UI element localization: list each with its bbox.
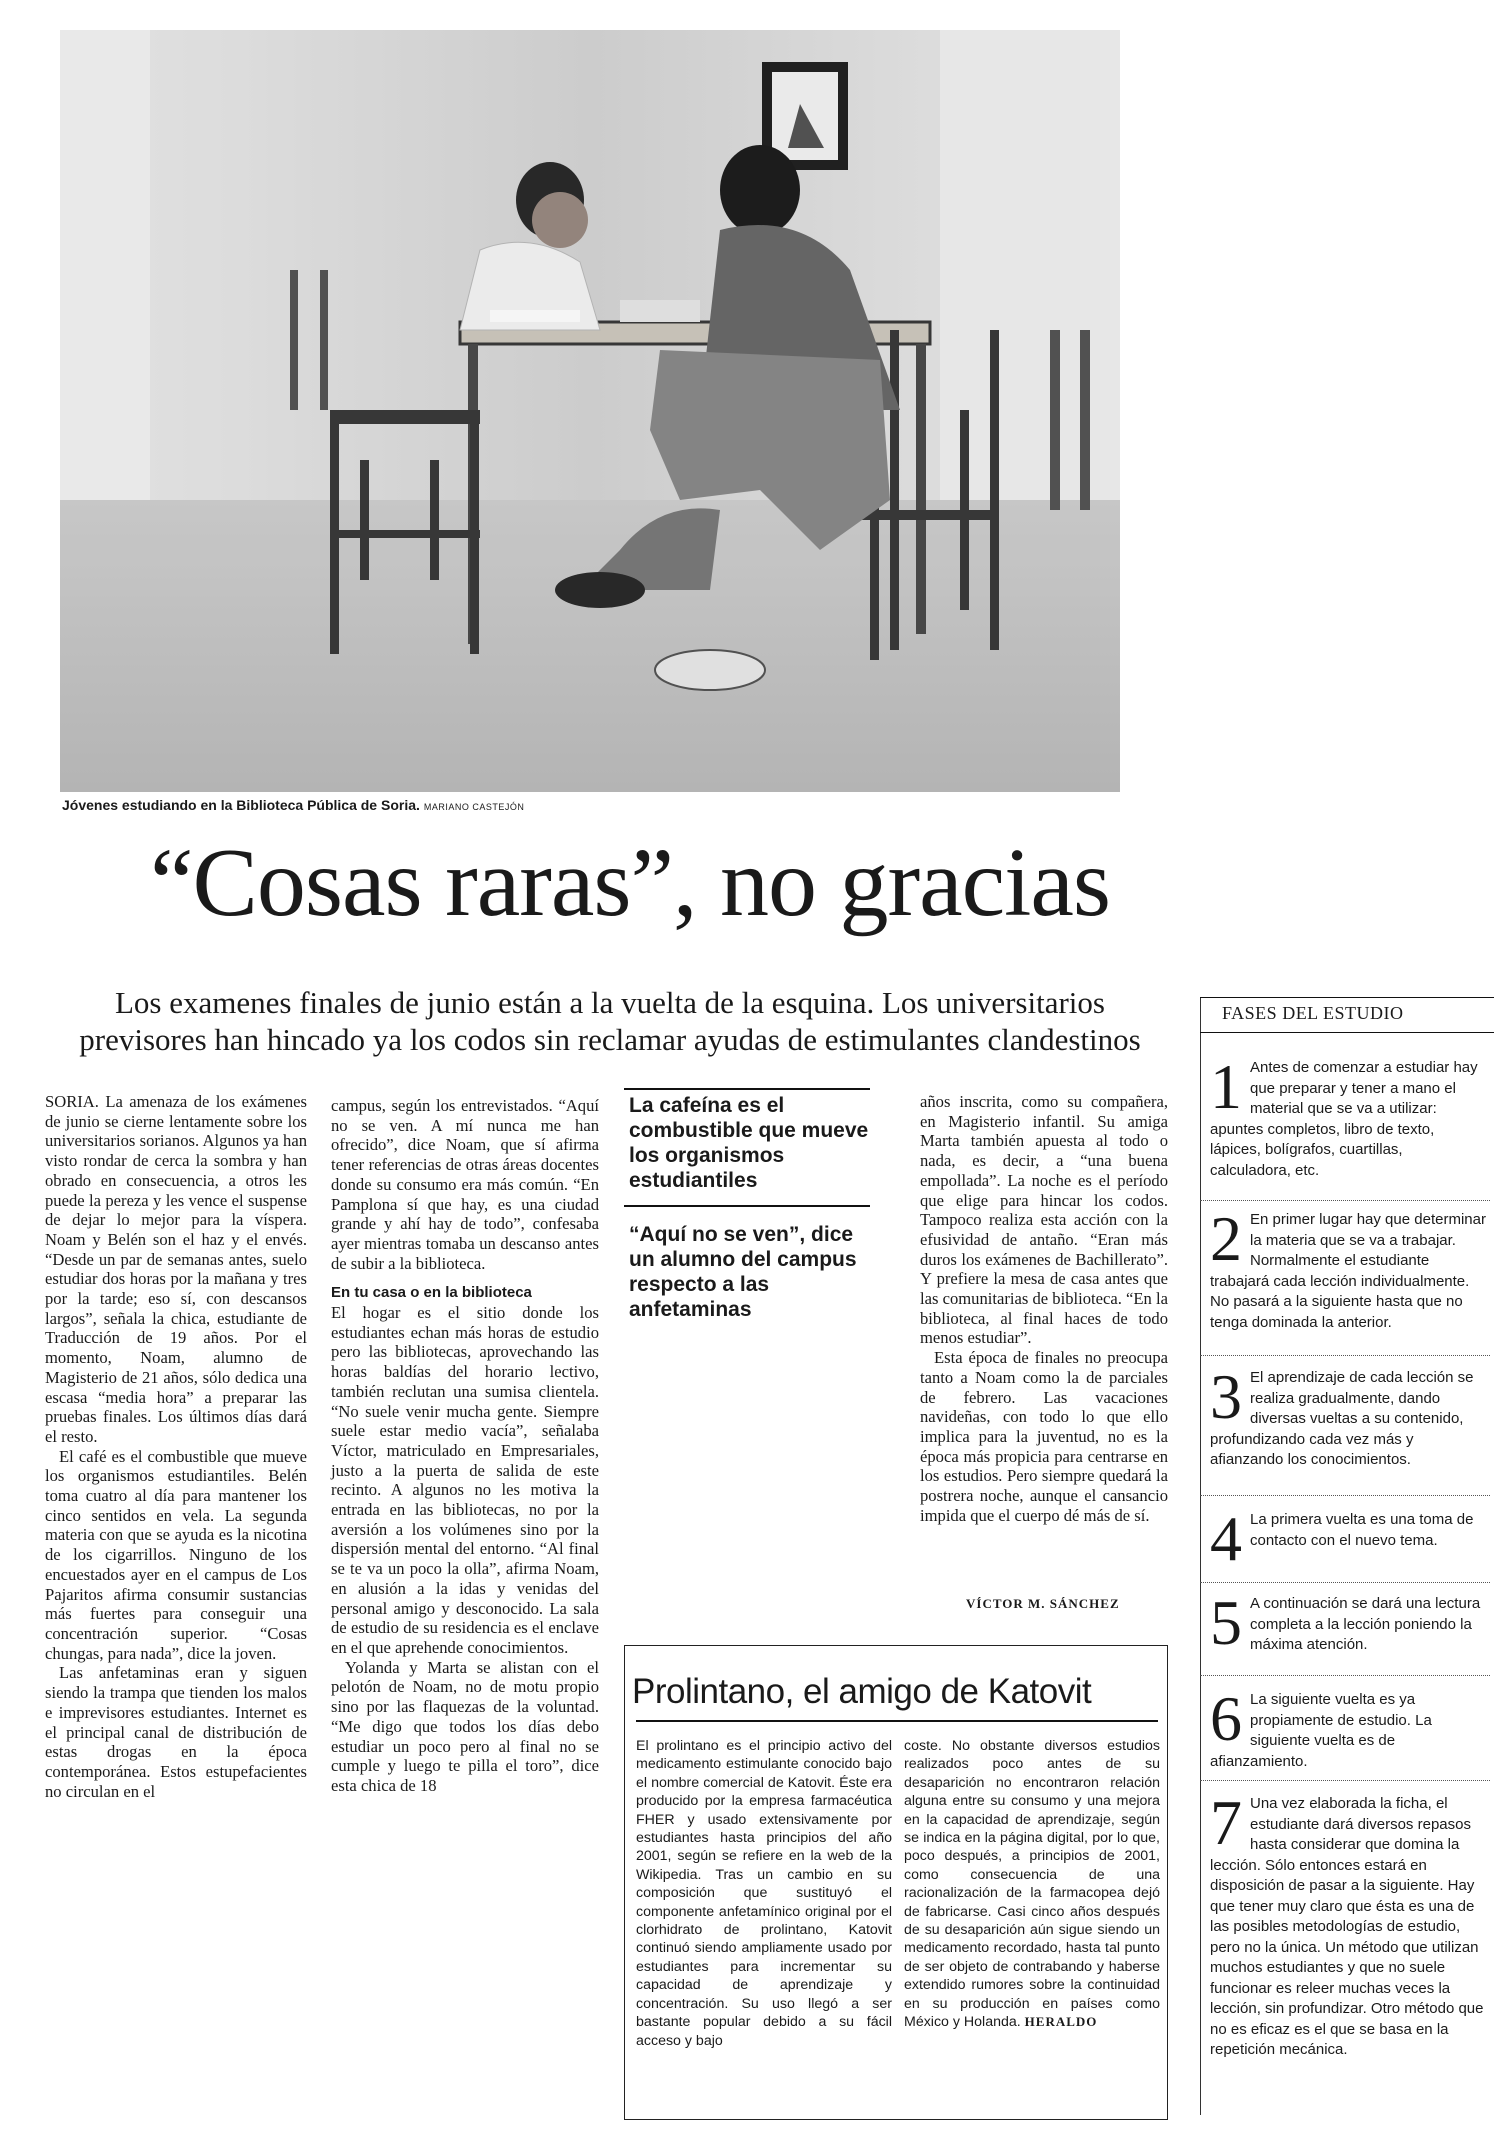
divider bbox=[1200, 1355, 1490, 1357]
divider bbox=[624, 1205, 870, 1207]
sidebar-title: Prolintano, el amigo de Katovit bbox=[632, 1672, 1092, 1711]
divider bbox=[1200, 1495, 1490, 1497]
paragraph: años inscrita, como su compañera, en Magisterio infantil. Su amiga Marta también apuesta al todo o nada, es decir, a “una buena empollada”. La noche es el período que elige para hincar los codos. Tampoco realiza esta acción con la efusividad de antaño. “Eran más duros los exámenes de Bachillerato”. Y prefiere la mesa de casa antes que las comunitarias de biblioteca. “En la biblioteca, al final haces de todo menos estudiar”. bbox=[920, 1092, 1168, 1348]
step-number: 1 bbox=[1210, 1051, 1242, 1122]
step-number: 5 bbox=[1210, 1587, 1242, 1658]
fase-step-5 bbox=[1210, 1587, 1486, 1658]
paragraph: El prolintano es el principio activo del medicamento estimulante conocido bajo el nombre comercial de Katovit. Éste era producido por la empresa farmacéutica FHER y usado extensivamente por estudiantes hasta principios del año 2001, según se refiere en la web de la Wikipedia. Tras un cambio en su composición que sustituyó el componente anfetamínico original por el clorhidrato de prolintano, Katovit continuó siendo ampliamente usado por estudiantes para incrementar su capacidad de aprendizaje y concentración. Su uso llegó a ser bastante popular debido a su fácil acceso y bajo bbox=[636, 1738, 892, 2049]
article-column-2 bbox=[331, 1096, 599, 1796]
subheadline: Los examenes finales de junio están a la vuelta de la esquina. Los universitarios previsores han hincado ya los codos sin reclamar ayudas de estimulantes clandestinos bbox=[79, 985, 1141, 1057]
paragraph: El café es el combustible que mueve los organismos estudiantiles. Belén toma cuatro al día para mantener los cinco sentidos en vela. La segunda materia con que se ayuda es la nicotina de los cigarrillos. Ninguno de los encuestados ayer en el campus de Los Pajaritos afirma consumir sustancias más fuertes para conseguir una concentración superior. “Cosas chungas, para nada”, dice la joven. bbox=[45, 1446, 307, 1663]
article-photo bbox=[60, 30, 1120, 792]
paragraph: Esta época de finales no preocupa tanto a Noam como la de parciales de febrero. Las vacaciones navideñas, con todo lo que ello implica para la juventud, no es la época más propicia para centrarse en los estudios. Pero siempre quedará la postrera noche, aunque el cansancio impida que el cuerpo dé más de sí. bbox=[920, 1348, 1168, 1525]
fase-step-3 bbox=[1210, 1361, 1486, 1471]
article-column-1 bbox=[45, 1092, 307, 1801]
step-text: A continuación se dará una lectura completa a la lección poniendo la máxima atención. bbox=[1250, 1595, 1481, 1653]
byline: VÍCTOR M. SÁNCHEZ bbox=[966, 1596, 1120, 1611]
pull-quote: “Aquí no se ven”, dice un alumno del campus respecto a las anfetaminas bbox=[629, 1223, 857, 1321]
sidebar-column-2 bbox=[904, 1737, 1160, 2032]
paragraph: Las anfetaminas eran y siguen siendo la trampa que tienden los malos e imprevisores estudiantes. Internet es el principal canal de distribución de estas drogas en la época contemporánea. Estos estupefacientes no circulan en el bbox=[45, 1663, 307, 1801]
step-text: Una vez elaborada la ficha, el estudiante dará diversos repasos hasta considerar que domina la lección. Sólo entonces estará en disposición de pasar a la siguiente. Hay que tener muy claro que ésta es una de las posibles metodologías de estudio, pero no la única. Un método que utilizan muchos estudiantes y que no suele funcionar es releer muchas veces la lección, sin profundizar. Otro método que no es eficaz es el que se basa en la repetición mecánica. bbox=[1210, 1795, 1484, 2058]
fase-step-6 bbox=[1210, 1683, 1486, 1772]
divider bbox=[1200, 1780, 1490, 1782]
step-number: 3 bbox=[1210, 1361, 1242, 1432]
paragraph: SORIA. La amenaza de los exámenes de junio se cierne lentamente sobre los universitarios sorianos. Algunos ya han visto rondar de cerca la sombra y han obrado en consecuencia, a otros les puede la pereza y les vence el suspense de dejar lo mejor para la víspera. Noam y Belén son el haz y el envés. “Desde un par de semanas antes, suelo estudiar dos horas por la mañana y tres por la tarde; eso sí, con descansos largos”, señala la chica, estudiante de Traducción de 19 años. Por el momento, Noam, alumno de Magisterio de 21 años, sólo dedica una escasa “media hora” a preparar las pruebas finales. Los últimos días dará el resto. bbox=[45, 1092, 307, 1446]
fase-step-1 bbox=[1210, 1051, 1486, 1181]
divider bbox=[1200, 997, 1201, 2115]
headline: “Cosas raras”, no gracias bbox=[150, 829, 1111, 937]
step-number: 4 bbox=[1210, 1503, 1242, 1574]
step-number: 6 bbox=[1210, 1683, 1242, 1754]
article-column-3 bbox=[920, 1092, 1168, 1525]
paragraph: coste. No obstante diversos estudios realizados poco antes de su desaparición no encontraron relación alguna entre su consumo y una mejora en la capacidad de aprendizaje, según se indica en la página digital, por lo que, poco después, a principios de 2001, como consecuencia de una racionalización de la farmacopea dejó de fabricarse. Casi cinco años después de su desaparición aún sigue siendo un medicamento recordado, hasta tal punto de ser objeto de contrabando y haberse extendido rumores sobre la continuidad en su producción en países como México y Holanda. bbox=[904, 1738, 1160, 2031]
pull-quote: La cafeína es el combustible que mueve los organismos estudiantiles bbox=[629, 1094, 869, 1192]
step-text: El aprendizaje de cada lección se realiza gradualmente, dando diversas vueltas a su contenido, profundizando cada vez más y afianzando los conocimientos. bbox=[1210, 1369, 1474, 1468]
step-text: En primer lugar hay que determinar la materia que se va a trabajar. Normalmente el estudiante trabajará cada lección individualmente. No pasará a la siguiente hasta que no tenga dominada la anterior. bbox=[1210, 1211, 1486, 1331]
divider bbox=[1200, 1032, 1494, 1033]
caption-text: Jóvenes estudiando en la Biblioteca Pública de Soria. bbox=[62, 797, 420, 813]
fase-step-2 bbox=[1210, 1203, 1486, 1333]
step-number: 7 bbox=[1210, 1787, 1242, 1858]
divider bbox=[636, 1720, 1158, 1722]
fases-title: FASES DEL ESTUDIO bbox=[1222, 1003, 1404, 1023]
sidebar-signature: HERALDO bbox=[1024, 2014, 1098, 2030]
divider bbox=[1200, 1582, 1490, 1584]
sidebar-column-1 bbox=[636, 1737, 892, 2050]
step-text: La siguiente vuelta es ya propiamente de estudio. La siguiente vuelta es de afianzamiento. bbox=[1210, 1691, 1432, 1770]
fase-step-4 bbox=[1210, 1503, 1486, 1574]
paragraph: Yolanda y Marta se alistan con el pelotón de Noam, no de motu propio sino por las flaquezas de la voluntad. “Me digo que todos los días debo estudiar un poco pero al final no se cumple y luego te pilla el toro”, dice esta chica de 18 bbox=[331, 1657, 599, 1795]
divider bbox=[624, 1088, 870, 1090]
step-number: 2 bbox=[1210, 1203, 1242, 1274]
photo-caption bbox=[62, 797, 524, 813]
divider bbox=[1200, 1200, 1490, 1202]
step-text: La primera vuelta es una toma de contacto con el nuevo tema. bbox=[1250, 1511, 1474, 1549]
divider bbox=[1200, 1675, 1490, 1677]
paragraph: campus, según los entrevistados. “Aquí no se ven. A mí nunca me han ofrecido”, dice Noam, que sí afirma tener referencias de otras áreas docentes donde su consumo era más común. “En Pamplona sí que hay, es una ciudad grande y ahí hay de todo”, confesaba ayer mientras tomaba un descanso antes de subir a la biblioteca. bbox=[331, 1096, 599, 1273]
fase-step-7 bbox=[1210, 1787, 1486, 2061]
photo-credit: MARIANO CASTEJÓN bbox=[423, 802, 525, 812]
step-text: Antes de comenzar a estudiar hay que preparar y tener a mano el material que se va a utilizar: apuntes completos, libro de texto, lápices, bolígrafos, cuartillas, calculadora, etc. bbox=[1210, 1059, 1478, 1179]
section-heading: En tu casa o en la biblioteca bbox=[331, 1284, 532, 1302]
paragraph: El hogar es el sitio donde los estudiantes echan más horas de estudio pero las bibliotecas, aprovechando las horas baldías del horario lectivo, también reclutan una sumisa clientela. “No suele venir mucha gente. Siempre suele estar medio vacía”, señalaba Víctor, matriculado en Empresariales, justo a la puerta de salida de este recinto. A algunos no les motiva la entrada en las bibliotecas, no por la aversión a los volúmenes sino por la dispersión mental del entorno. “Al final se te va un poco la olla”, afirma Noam, en alusión a la idas y venidas del personal amigo y desconocido. La sala de estudio de su residencia es el enclave en el que aprehende conocimientos. bbox=[331, 1303, 599, 1657]
divider bbox=[1200, 997, 1494, 998]
